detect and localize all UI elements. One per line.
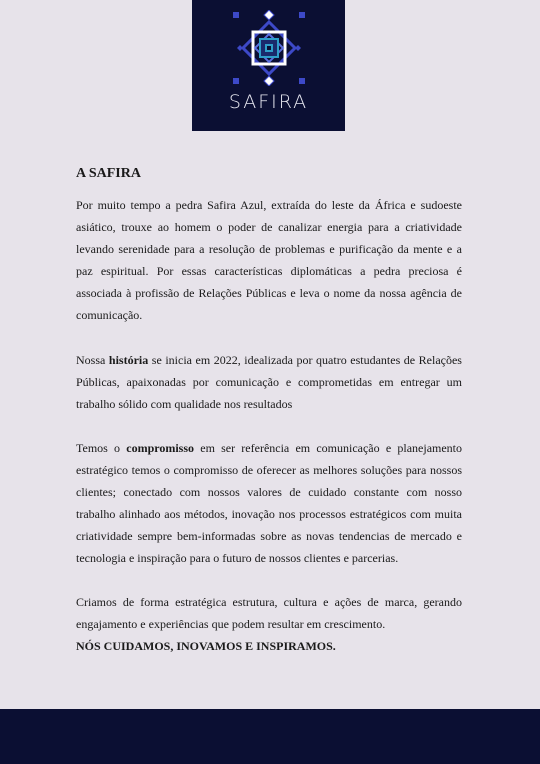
section-title: A SAFIRA — [76, 166, 141, 181]
paragraph-strategy: Criamos de forma estratégica estrutura, cultura e ações de marca, gerando engajamento e experiências que podem resultar em crescimento. — [76, 595, 462, 631]
paragraph-history — [76, 349, 462, 415]
sapphire-logo-icon — [231, 10, 307, 86]
paragraph-commitment — [76, 437, 462, 569]
brand-name: SAFIRA — [228, 91, 309, 113]
about-section — [76, 166, 462, 657]
text: Temos o — [76, 441, 127, 455]
closing-statement: NÓS CUIDAMOS, INOVAMOS E INSPIRAMOS. — [76, 639, 336, 653]
text: se inicia em 2022, idealizada por quatro estudantes de Relações Públicas, apaixonadas por comunicação e comprometidas em entregar um trabalho sólido com qualidade nos resultados — [76, 353, 462, 411]
emphasis-commitment: compromisso — [126, 441, 195, 455]
text: Nossa — [76, 353, 109, 367]
logo-block — [192, 0, 345, 131]
emphasis-history: história — [108, 353, 149, 367]
paragraph-origin: Por muito tempo a pedra Safira Azul, extraída do leste da África e sudoeste asiático, trouxe ao homem o poder de canalizar energia para a criatividade levando serenidade para a resolução de problemas e purificação da mente e a paz espiritual. Por essas características diplomáticas a pedra preciosa é associada à profissão de Relações Públicas e leva o nome da nossa agência de comunicação. — [76, 198, 462, 322]
text: em ser referência em comunicação e planejamento estratégico temos o compromisso de oferecer as melhores soluções para nossos clientes; conectado com nossos valores de cuidado constante com nosso trabalho alinhado aos métodos, inovação nos processos estratégicos com muita criatividade sempre bem-informadas sobre as novas tendencias de mercado e tecnologia e inspiração para o futuro de nossos clientes e parcerias. — [76, 441, 463, 565]
footer-band — [0, 709, 540, 764]
